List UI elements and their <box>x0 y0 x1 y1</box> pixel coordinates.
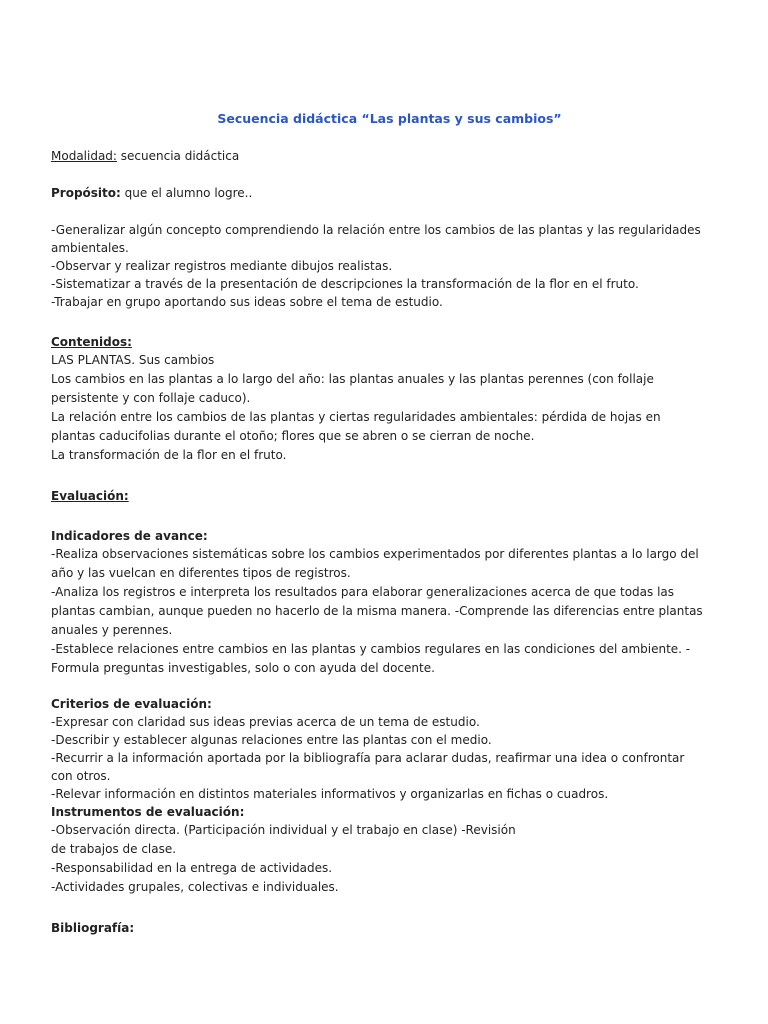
objetivos-list <box>51 221 708 311</box>
contenido-item: La relación entre los cambios de las plantas y ciertas regularidades ambientales: pérdida de hojas en plantas caducifolias durante el otoño; flores que se abren o se cierran de noche. <box>51 410 661 443</box>
proposito-value: que el alumno logre.. <box>120 186 253 200</box>
criterio-item: -Recurrir a la información aportada por la bibliografía para aclarar dudas, reafirmar una idea o confrontar con otros. <box>51 751 685 783</box>
indicadores-list <box>51 545 708 678</box>
objetivo-item: -Sistematizar a través de la presentación de descripciones la transformación de la flor en el fruto. <box>51 277 639 291</box>
bibliografia-heading: Bibliografía: <box>51 921 135 935</box>
instrumentos-heading: Instrumentos de evaluación: <box>51 805 245 819</box>
modalidad-label: Modalidad: <box>51 149 117 163</box>
instrumento-item: -Actividades grupales, colectivas e individuales. <box>51 880 339 894</box>
criterio-item: -Relevar información en distintos materiales informativos y organizarlas en fichas o cuadros. <box>51 787 609 801</box>
contenido-item: La transformación de la flor en el fruto. <box>51 448 287 462</box>
criterio-item: -Describir y establecer algunas relaciones entre las plantas con el medio. <box>51 733 492 747</box>
indicadores-heading: Indicadores de avance: <box>51 529 208 543</box>
criterios-heading: Criterios de evaluación: <box>51 697 212 711</box>
contenidos-list <box>51 351 708 465</box>
contenido-item: LAS PLANTAS. Sus cambios <box>51 353 215 367</box>
instrumento-item: -Observación directa. (Participación individual y el trabajo en clase) -Revisión <box>51 823 516 837</box>
proposito-line <box>51 184 708 202</box>
objetivo-item: -Observar y realizar registros mediante dibujos realistas. <box>51 259 393 273</box>
contenidos-heading: Contenidos: <box>51 335 132 349</box>
proposito-label: Propósito: <box>51 186 121 200</box>
indicador-item: -Analiza los registros e interpreta los resultados para elaborar generalizaciones acerca de que todas las plantas cambian, aunque pueden no hacerlo de la misma manera. -Comprende las diferencias entre plantas anuales y perennes. <box>51 585 703 637</box>
objetivo-item: -Trabajar en grupo aportando sus ideas sobre el tema de estudio. <box>51 295 443 309</box>
document-title: Secuencia didáctica “Las plantas y sus cambios” <box>217 111 562 126</box>
evaluacion-heading: Evaluación: <box>51 489 129 503</box>
criterios-list <box>51 713 708 803</box>
objetivo-item: -Generalizar algún concepto comprendiendo la relación entre los cambios de las plantas y las regularidades ambientales. <box>51 223 701 255</box>
instrumentos-list <box>51 821 708 897</box>
instrumento-item: de trabajos de clase. <box>51 842 177 856</box>
criterio-item: -Expresar con claridad sus ideas previas acerca de un tema de estudio. <box>51 715 480 729</box>
modalidad-value: secuencia didáctica <box>116 149 240 163</box>
indicador-item: -Realiza observaciones sistemáticas sobre los cambios experimentados por diferentes plantas a lo largo del año y las vuelcan en diferentes tipos de registros. <box>51 547 699 580</box>
contenido-item: Los cambios en las plantas a lo largo del año: las plantas anuales y las plantas perennes (con follaje persistente y con follaje caduco). <box>51 372 654 405</box>
modalidad-line <box>51 147 708 165</box>
instrumento-item: -Responsabilidad en la entrega de actividades. <box>51 861 333 875</box>
indicador-item: -Establece relaciones entre cambios en las plantas y cambios regulares en las condiciones del ambiente. -Formula preguntas investigables, solo o con ayuda del docente. <box>51 642 691 675</box>
